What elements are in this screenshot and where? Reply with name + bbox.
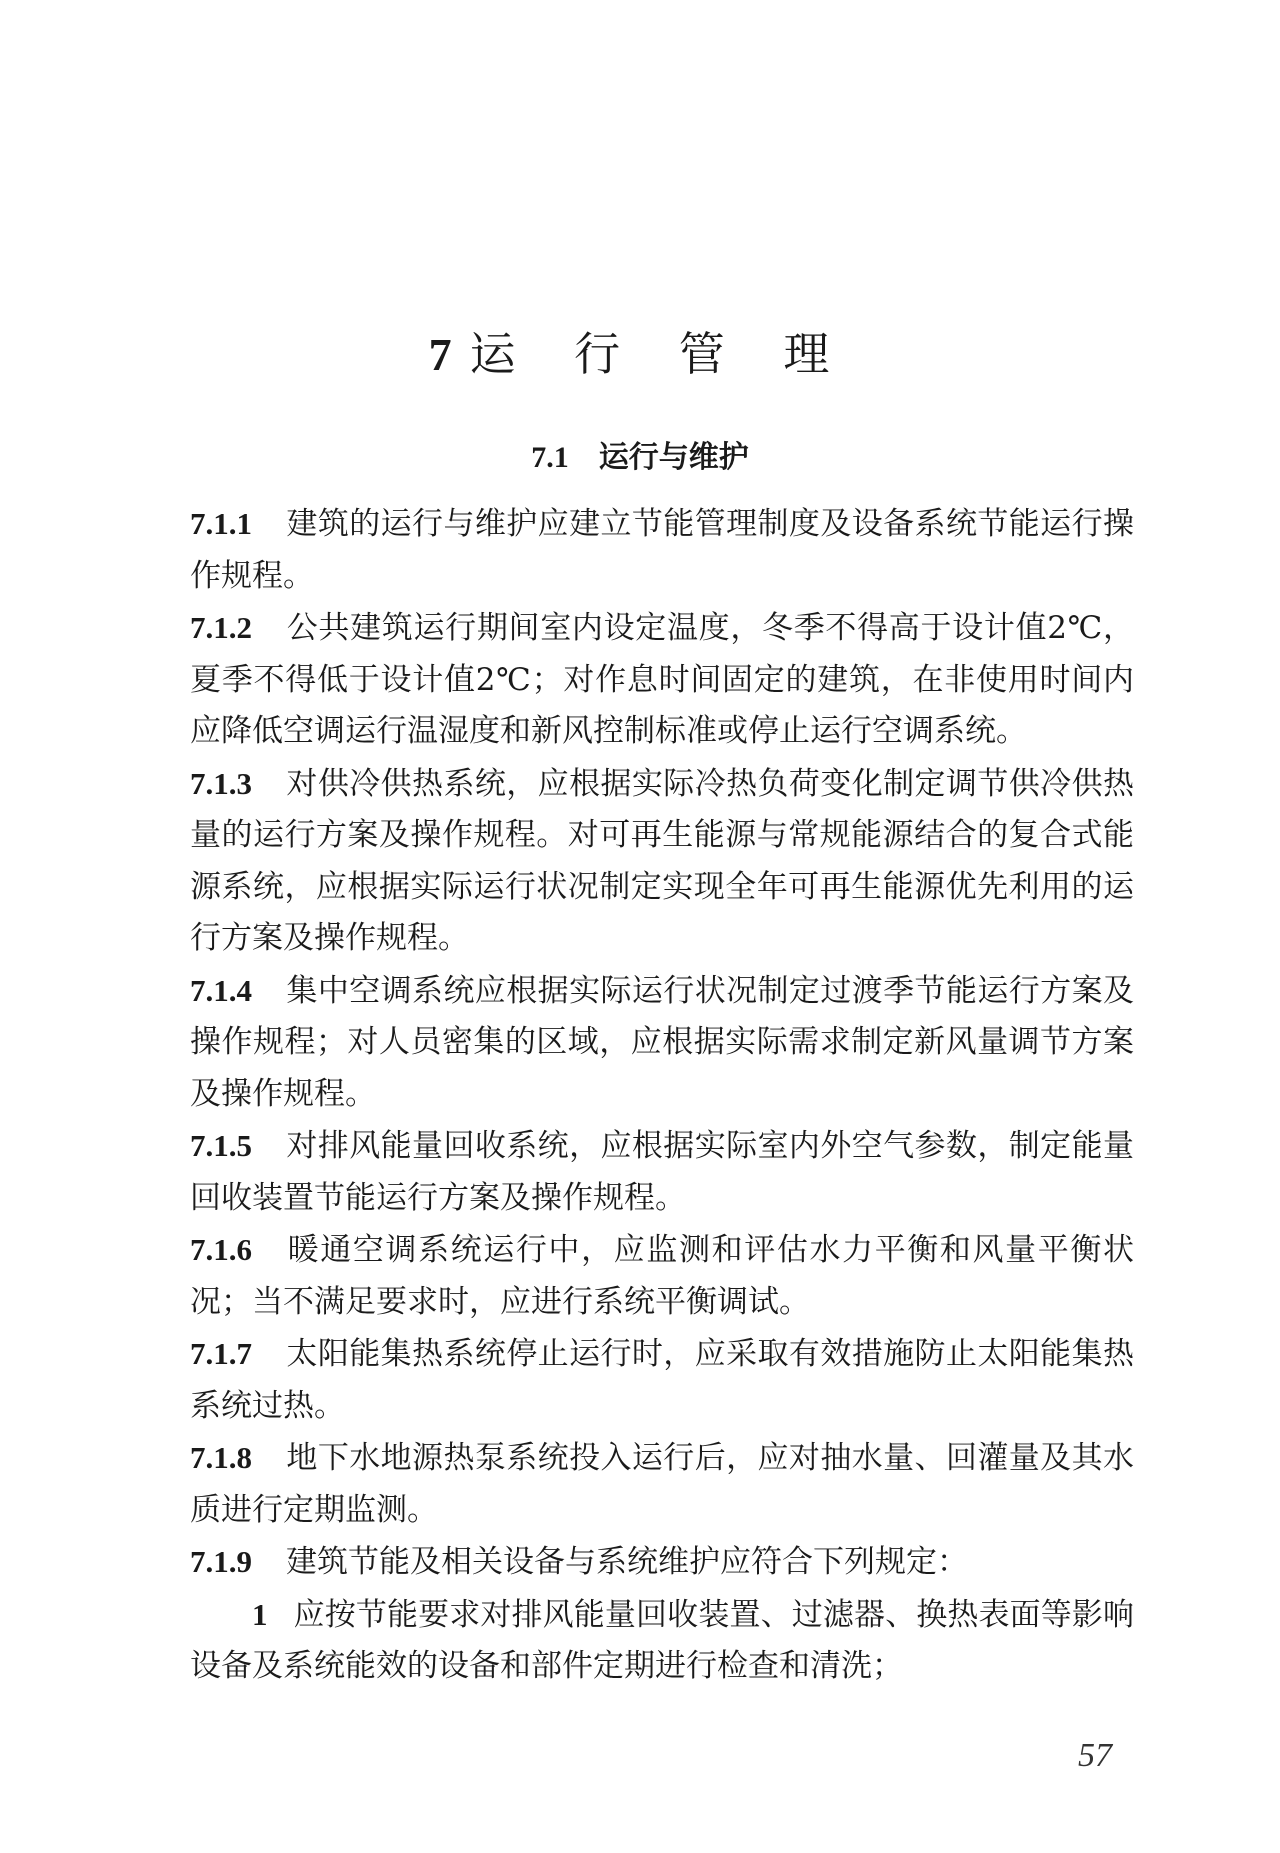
clause-number: 7.1.5 <box>190 1128 252 1163</box>
clause-number: 7.1.4 <box>190 972 252 1008</box>
clause-7-1-2 <box>190 602 1134 758</box>
section-title <box>0 432 1280 476</box>
clause-7-1-7 <box>190 1328 1134 1432</box>
clause-7-1-9 <box>190 1536 1134 1589</box>
clause-text: 太阳能集热系统停止运行时，应采取有效措施防止太阳能集热系统过热。 <box>190 1336 1134 1424</box>
clause-7-1-5 <box>190 1120 1134 1224</box>
clause-number: 7.1.7 <box>190 1336 252 1371</box>
clause-7-1-4 <box>190 965 1134 1121</box>
clause-text: 建筑节能及相关设备与系统维护应符合下列规定： <box>286 1544 968 1580</box>
clause-number: 7.1.6 <box>190 1232 252 1267</box>
clause-text: 地下水地源热泵系统投入运行后，应对抽水量、回灌量及其水质进行定期监测。 <box>190 1440 1134 1528</box>
clause-number: 7.1.3 <box>190 765 252 801</box>
clause-text: 建筑的运行与维护应建立节能管理制度及设备系统节能运行操作规程。 <box>190 506 1134 594</box>
clause-number: 7.1.1 <box>190 506 252 541</box>
clause-7-1-6 <box>190 1224 1134 1328</box>
section-number: 7.1 <box>531 441 569 474</box>
page-number: 57 <box>1078 1737 1112 1774</box>
clause-text: 对排风能量回收系统，应根据实际室内外空气参数，制定能量回收装置节能运行方案及操作规程。 <box>190 1128 1134 1216</box>
chapter-number: 7 <box>428 329 452 380</box>
item-text: 应按节能要求对排风能量回收装置、过滤器、换热表面等影响设备及系统能效的设备和部件定期进行检查和清洗； <box>190 1596 1134 1684</box>
body-text <box>190 498 1134 1693</box>
clause-number: 7.1.2 <box>190 610 252 645</box>
section-title-text: 运行与维护 <box>598 440 749 475</box>
clause-number: 7.1.9 <box>190 1544 252 1579</box>
clause-7-1-8 <box>190 1432 1134 1536</box>
clause-7-1-1 <box>190 498 1134 602</box>
clause-text: 公共建筑运行期间室内设定温度，冬季不得高于设计值2℃，夏季不得低于设计值2℃；对作息时间固定的建筑，在非使用时间内应降低空调运行温湿度和新风控制标准或停止运行空调系统。 <box>190 610 1134 749</box>
clause-text: 集中空调系统应根据实际运行状况制定过渡季节能运行方案及操作规程；对人员密集的区域，应根据实际需求制定新风量调节方案及操作规程。 <box>190 972 1134 1112</box>
clause-number: 7.1.8 <box>190 1440 252 1475</box>
clause-text: 对供冷供热系统，应根据实际冷热负荷变化制定调节供冷供热量的运行方案及操作规程。对可再生能源与常规能源结合的复合式能源系统，应根据实际运行状况制定实现全年可再生能源优先利用的运行方案及操作规程。 <box>190 765 1134 956</box>
chapter-title <box>0 318 1280 384</box>
list-item <box>190 1589 1134 1693</box>
item-number: 1 <box>252 1596 268 1632</box>
clause-7-1-3 <box>190 758 1134 965</box>
chapter-title-text: 运 行 管 理 <box>469 327 852 381</box>
clause-text: 暖通空调系统运行中，应监测和评估水力平衡和风量平衡状况；当不满足要求时，应进行系统平衡调试。 <box>190 1232 1134 1320</box>
